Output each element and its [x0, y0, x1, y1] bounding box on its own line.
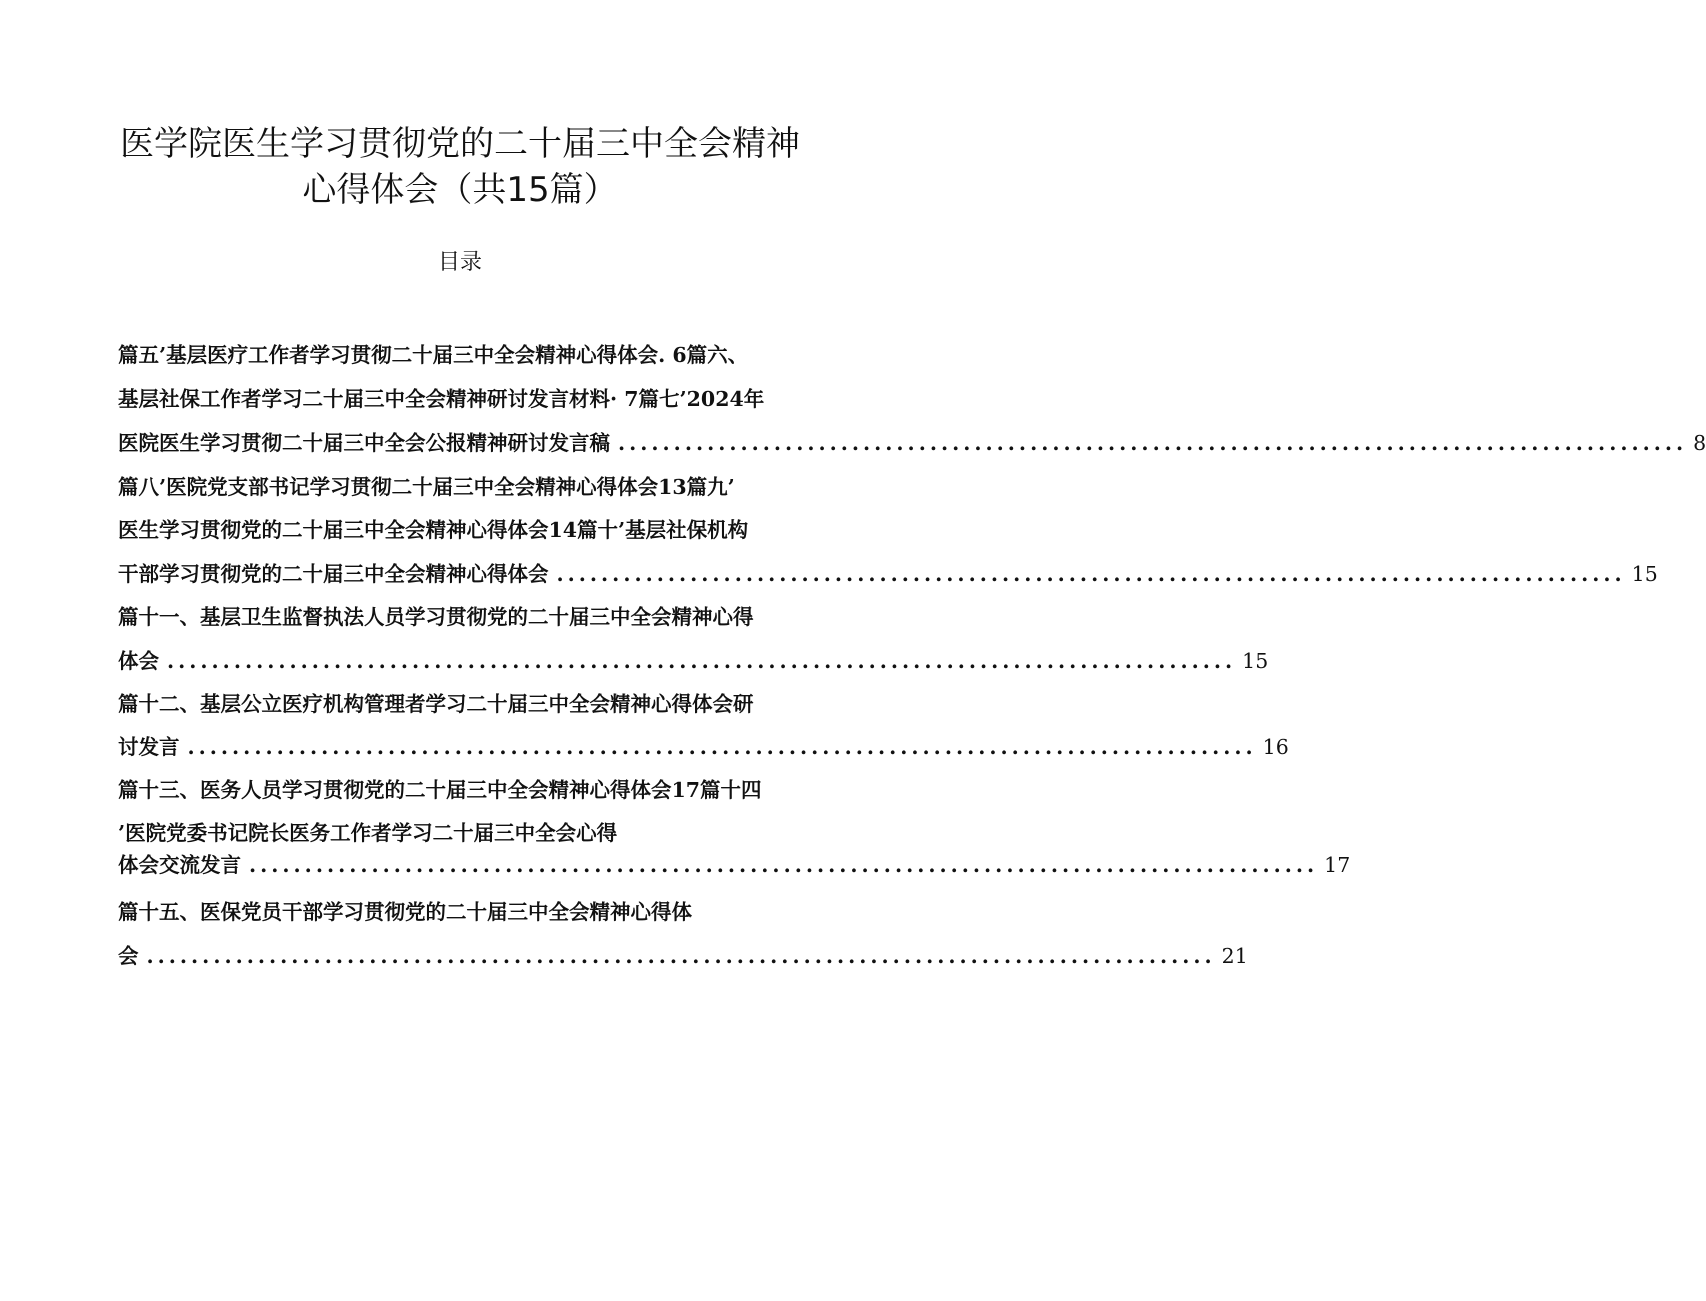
toc-line[interactable]: 篇十二、基层公立医疗机构管理者学习二十届三中全会精神心得体会研 — [118, 692, 754, 716]
toc-line[interactable]: 篇十三、医务人员学习贯彻党的二十届三中全会精神心得体会17篇十四 — [118, 778, 762, 802]
toc-dot-leader: ................................................................................................ — [618, 431, 1688, 455]
toc-heading: 目录 — [437, 250, 482, 275]
toc-line[interactable]: 篇十一、基层卫生监督执法人员学习贯彻党的二十届三中全会精神心得 — [118, 605, 754, 629]
toc-entry-title: 体会交流发言 — [118, 853, 241, 877]
toc-entry-page: 15 — [1242, 649, 1269, 673]
toc-dot-leader: ................................................................................................ — [146, 944, 1216, 968]
toc-entry-page: 16 — [1262, 735, 1289, 759]
toc-line[interactable]: 篇十五、医保党员干部学习贯彻党的二十届三中全会精神心得体 — [118, 900, 692, 924]
toc-dot-leader: ................................................................................................ — [556, 562, 1626, 586]
document-title-line-1: 医学院医生学习贯彻党的二十届三中全会精神 — [120, 124, 800, 164]
toc-entry-page: 8 — [1693, 431, 1706, 455]
toc-entry-page: 21 — [1221, 944, 1248, 968]
toc-entry[interactable] — [118, 559, 1658, 589]
toc-entry[interactable] — [118, 646, 1269, 676]
toc-entry-title: 干部学习贯彻党的二十届三中全会精神心得体会 — [118, 562, 549, 586]
toc-entry-title: 体会 — [118, 649, 159, 673]
toc-line[interactable]: 篇五’基层医疗工作者学习贯彻二十届三中全会精神心得体会. 6篇六、 — [118, 343, 749, 367]
toc-entry-title: 会 — [118, 944, 139, 968]
toc-line[interactable]: 基层社保工作者学习二十届三中全会精神研讨发言材料· 7篇七’2024年 — [118, 387, 765, 411]
toc-line[interactable]: 篇八’医院党支部书记学习贯彻二十届三中全会精神心得体会13篇九’ — [118, 475, 735, 499]
toc-dot-leader: ................................................................................................ — [167, 649, 1237, 673]
toc-entry-title: 讨发言 — [118, 735, 180, 759]
toc-entry-page: 15 — [1631, 562, 1658, 586]
toc-entry[interactable] — [118, 850, 1351, 880]
toc-entry-title: 医院医生学习贯彻二十届三中全会公报精神研讨发言稿 — [118, 431, 610, 455]
toc-entry-page: 17 — [1324, 853, 1351, 877]
toc-entry[interactable] — [118, 941, 1248, 971]
document-title-line-2: 心得体会（共15篇） — [302, 170, 618, 210]
toc-entry[interactable] — [118, 428, 1706, 458]
toc-line[interactable]: ’医院党委书记院长医务工作者学习二十届三中全会心得 — [118, 821, 618, 845]
toc-dot-leader: ................................................................................................ — [187, 735, 1257, 759]
toc-dot-leader: ................................................................................................ — [249, 853, 1319, 877]
toc-entry[interactable] — [118, 732, 1289, 762]
toc-line[interactable]: 医生学习贯彻党的二十届三中全会精神心得体会14篇十’基层社保机构 — [118, 518, 749, 542]
